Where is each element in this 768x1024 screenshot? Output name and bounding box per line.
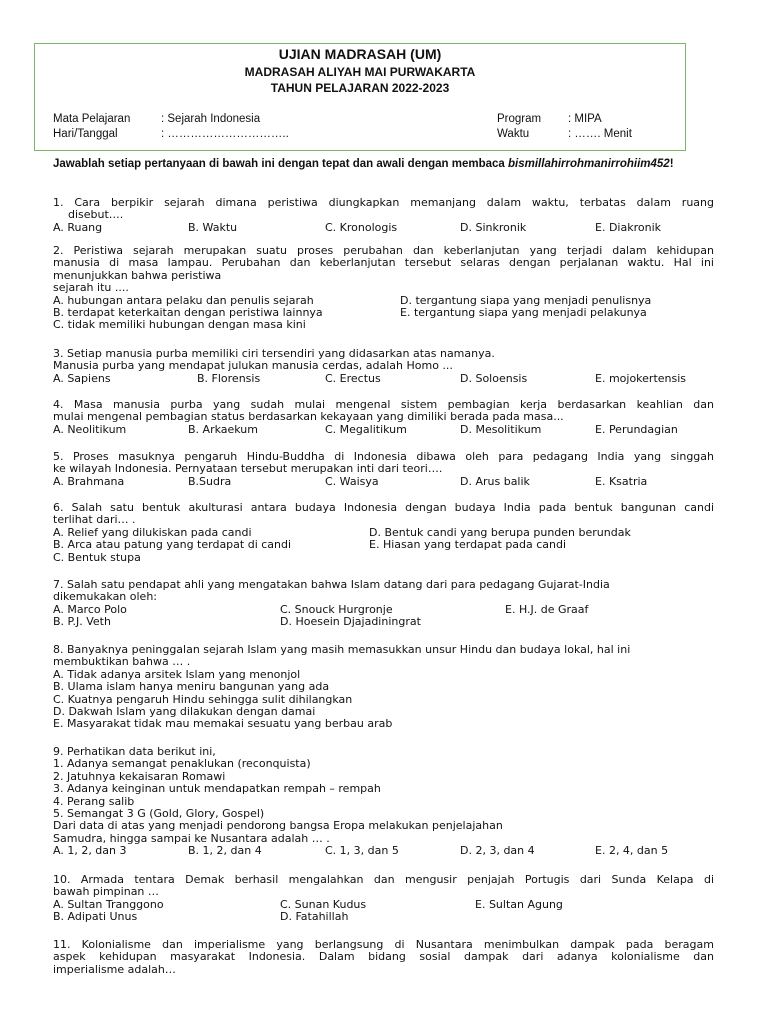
school-name: MADRASAH ALIYAH MAI PURWAKARTA	[244, 65, 476, 79]
exam-title: UJIAN MADRASAH (UM)	[278, 46, 442, 62]
question-line: Dari data di atas yang menjadi pendorong bangsa Eropa melakukan penjelajahan	[53, 819, 503, 833]
option[interactable]: E. Diakronik	[595, 220, 661, 234]
question-line: menunjukkan bahwa peristiwa	[53, 268, 222, 282]
options-row	[53, 424, 714, 436]
academic-year: TAHUN PELAJARAN 2022-2023	[270, 81, 450, 95]
question-5	[53, 451, 714, 488]
question-11	[53, 939, 714, 976]
instruction-text: Jawablah setiap pertanyaan di bawah ini dengan tepat dan awali dengan membaca	[53, 158, 509, 170]
program-value: : MIPA	[568, 113, 602, 125]
option[interactable]: B. Arkaekum	[188, 422, 258, 436]
option[interactable]: B. Ulama islam hanya meniru bangunan yang ada	[53, 680, 330, 694]
question-line: mulai mengenal pembagian status berdasarkan kekayaan yang dimiliki berada pada masa...	[53, 410, 564, 424]
date-value: : …………………………..	[161, 128, 289, 140]
question-line: 3. Setiap manusia purba memiliki ciri tersendiri yang didasarkan atas namanya.	[53, 347, 495, 360]
option[interactable]: B. terdapat keterkaitan dengan peristiwa lainnya	[53, 306, 323, 320]
option[interactable]: C. Megalitikum	[325, 422, 407, 436]
option[interactable]: B. Adipati Unus	[53, 910, 138, 924]
option[interactable]: E. Hiasan yang terdapat pada candi	[369, 538, 567, 552]
question-line: terlihat dari… .	[53, 513, 136, 527]
option[interactable]: A. Marco Polo	[53, 602, 127, 616]
options-row	[53, 373, 714, 385]
question-line: 4. Perang salib	[53, 794, 135, 808]
instruction	[53, 158, 674, 170]
option[interactable]: A. Brahmana	[53, 474, 125, 488]
question-line: 2. Peristiwa sejarah merupakan suatu proses perubahan dan keberlanjutan yang terjadi dalam kehidupan	[53, 244, 714, 257]
options-row	[53, 319, 714, 331]
option[interactable]: C. Kuatnya pengaruh Hindu sehingga sulit dihilangkan	[53, 692, 353, 706]
question-line: Samudra, hingga sampai ke Nusantara adalah … .	[53, 831, 330, 845]
option[interactable]: A. Ruang	[53, 220, 103, 234]
option[interactable]: D. tergantung siapa yang menjadi penulisnya	[400, 293, 652, 307]
question-line: bawah pimpinan …	[53, 885, 159, 899]
option[interactable]: D. Dakwah Islam yang dilakukan dengan damai	[53, 705, 316, 719]
option[interactable]: B. 1, 2, dan 4	[188, 844, 262, 858]
question-line: aspek kehidupan masyarakat Indonesia. Dalam bidang sosial dampak dari adanya kolonialisme dan	[53, 950, 714, 964]
option[interactable]: D. Arus balik	[460, 474, 530, 488]
option[interactable]: E. 2, 4, dan 5	[595, 844, 669, 858]
time-value: : ……. Menit	[568, 128, 632, 140]
question-line: 3. Adanya keinginan untuk mendapatkan rempah – rempah	[53, 782, 381, 796]
option[interactable]: B. P.J. Veth	[53, 615, 111, 629]
option[interactable]: E. Perundagian	[595, 422, 678, 436]
program-label: Program	[497, 113, 542, 125]
option[interactable]: C. Snouck Hurgronje	[280, 602, 393, 616]
question-4	[53, 399, 714, 436]
question-3	[53, 348, 714, 385]
option[interactable]: B.Sudra	[188, 474, 232, 488]
question-line: manusia di masa lampau. Perubahan dan keberlanjutan tersebut selaras dengan perjalanan waktu. Hal ini	[53, 256, 714, 270]
options-row	[53, 899, 714, 911]
option[interactable]: A. Tidak adanya arsitek Islam yang menonjol	[53, 667, 301, 681]
question-line: membuktikan bahwa … .	[53, 655, 191, 669]
question-line: 9. Perhatikan data berikut ini,	[53, 745, 216, 758]
question-line: disebut….	[68, 208, 124, 222]
options-row	[53, 552, 714, 564]
option[interactable]: D. Soloensis	[460, 371, 528, 385]
option[interactable]: C. Erectus	[325, 371, 381, 385]
question-line: dikemukakan oleh:	[53, 590, 158, 604]
question-line: sejarah itu ....	[53, 281, 129, 295]
question-line: 1. Cara berpikir sejarah dimana peristiwa diungkapkan memanjang dalam waktu, terbatas dalam ruang	[53, 196, 714, 209]
option[interactable]: E. Masyarakat tidak mau memakai sesuatu yang berbau arab	[53, 717, 393, 731]
options-row	[53, 616, 714, 628]
option[interactable]: C. tidak memiliki hubungan dengan masa kini	[53, 318, 306, 332]
question-9	[53, 746, 714, 858]
options-row	[53, 476, 714, 488]
question-line: 2. Jatuhnya kekaisaran Romawi	[53, 769, 226, 783]
question-line: 1. Adanya semangat penaklukan (reconquista)	[53, 757, 311, 771]
option[interactable]: A. Neolitikum	[53, 422, 127, 436]
instruction-emphasis: bismillahirrohmanirrohiim452	[508, 158, 670, 170]
options-row	[53, 222, 714, 234]
option[interactable]: A. Relief yang dilukiskan pada candi	[53, 525, 252, 539]
option[interactable]: E. H.J. de Graaf	[505, 602, 589, 616]
option[interactable]: C. Sunan Kudus	[280, 897, 367, 911]
option[interactable]: E. mojokertensis	[595, 371, 687, 385]
option[interactable]: B. Florensis	[197, 371, 261, 385]
time-label: Waktu	[497, 128, 530, 140]
instruction-end: !	[669, 158, 674, 170]
question-8	[53, 644, 714, 731]
option[interactable]: E. Sultan Agung	[475, 897, 563, 911]
question-line: 5. Semangat 3 G (Gold, Glory, Gospel)	[53, 807, 265, 821]
question-line: 5. Proses masuknya pengaruh Hindu-Buddha di Indonesia dibawa oleh para pedagang India yang singgah	[53, 450, 714, 463]
question-line: ke wilayah Indonesia. Pernyataan tersebut merupakan inti dari teori….	[53, 462, 443, 476]
date-label: Hari/Tanggal	[53, 128, 118, 140]
options-row	[53, 845, 714, 857]
option[interactable]: B. Waktu	[188, 220, 238, 234]
option[interactable]: C. Bentuk stupa	[53, 550, 141, 564]
option[interactable]: A. Sultan Tranggono	[53, 897, 164, 911]
subject-label: Mata Pelajaran	[53, 113, 131, 125]
option[interactable]: B. Arca atau patung yang terdapat di candi	[53, 538, 292, 552]
question-6	[53, 502, 714, 564]
question-line: 10. Armada tentara Demak berhasil mengalahkan dan mengusir penjajah Portugis dari Sunda Kelapa di	[53, 873, 714, 886]
question-10	[53, 874, 714, 924]
option[interactable]: D. 2, 3, dan 4	[460, 844, 535, 858]
option[interactable]: A. Sapiens	[53, 371, 111, 385]
question-line: 4. Masa manusia purba yang sudah mulai mengenal sistem pembagian kerja berdasarkan keahlian dan	[53, 398, 714, 411]
option[interactable]: D. Bentuk candi yang berupa punden berundak	[369, 525, 631, 539]
option[interactable]: C. 1, 3, dan 5	[325, 844, 399, 858]
option[interactable]: A. 1, 2, dan 3	[53, 844, 127, 858]
options-row	[53, 539, 714, 551]
option[interactable]: D. Hoesein Djajadiningrat	[280, 615, 421, 629]
option[interactable]: A. hubungan antara pelaku dan penulis sejarah	[53, 293, 314, 307]
question-2	[53, 245, 714, 332]
option[interactable]: D. Fatahillah	[280, 910, 349, 924]
option[interactable]: E. tergantung siapa yang menjadi pelakunya	[400, 306, 647, 320]
option[interactable]: C. Waisya	[325, 474, 379, 488]
question-1	[53, 197, 714, 234]
question-line: 6. Salah satu bentuk akulturasi antara budaya Indonesia dengan budaya India pada bentuk bangunan candi	[53, 501, 714, 514]
question-line: 7. Salah satu pendapat ahli yang mengatakan bahwa Islam datang dari para pedagang Gujarat-India	[53, 578, 610, 591]
question-line: imperialisme adalah…	[53, 962, 176, 976]
question-line: 11. Kolonialisme dan imperialisme yang berlangsung di Nusantara menimbulkan dampak pada beragam	[53, 938, 714, 951]
options-row	[53, 911, 714, 923]
option[interactable]: C. Kronologis	[325, 220, 398, 234]
question-line: 8. Banyaknya peninggalan sejarah Islam yang masih memasukkan unsur Hindu dan budaya lokal, hal ini	[53, 643, 631, 656]
subject-value: : Sejarah Indonesia	[161, 113, 261, 125]
option[interactable]: E. Ksatria	[595, 474, 648, 488]
question-line: Manusia purba yang mendapat julukan manusia cerdas, adalah Homo ...	[53, 359, 453, 373]
option[interactable]: D. Sinkronik	[460, 220, 527, 234]
question-7	[53, 579, 714, 629]
option[interactable]: D. Mesolitikum	[460, 422, 542, 436]
